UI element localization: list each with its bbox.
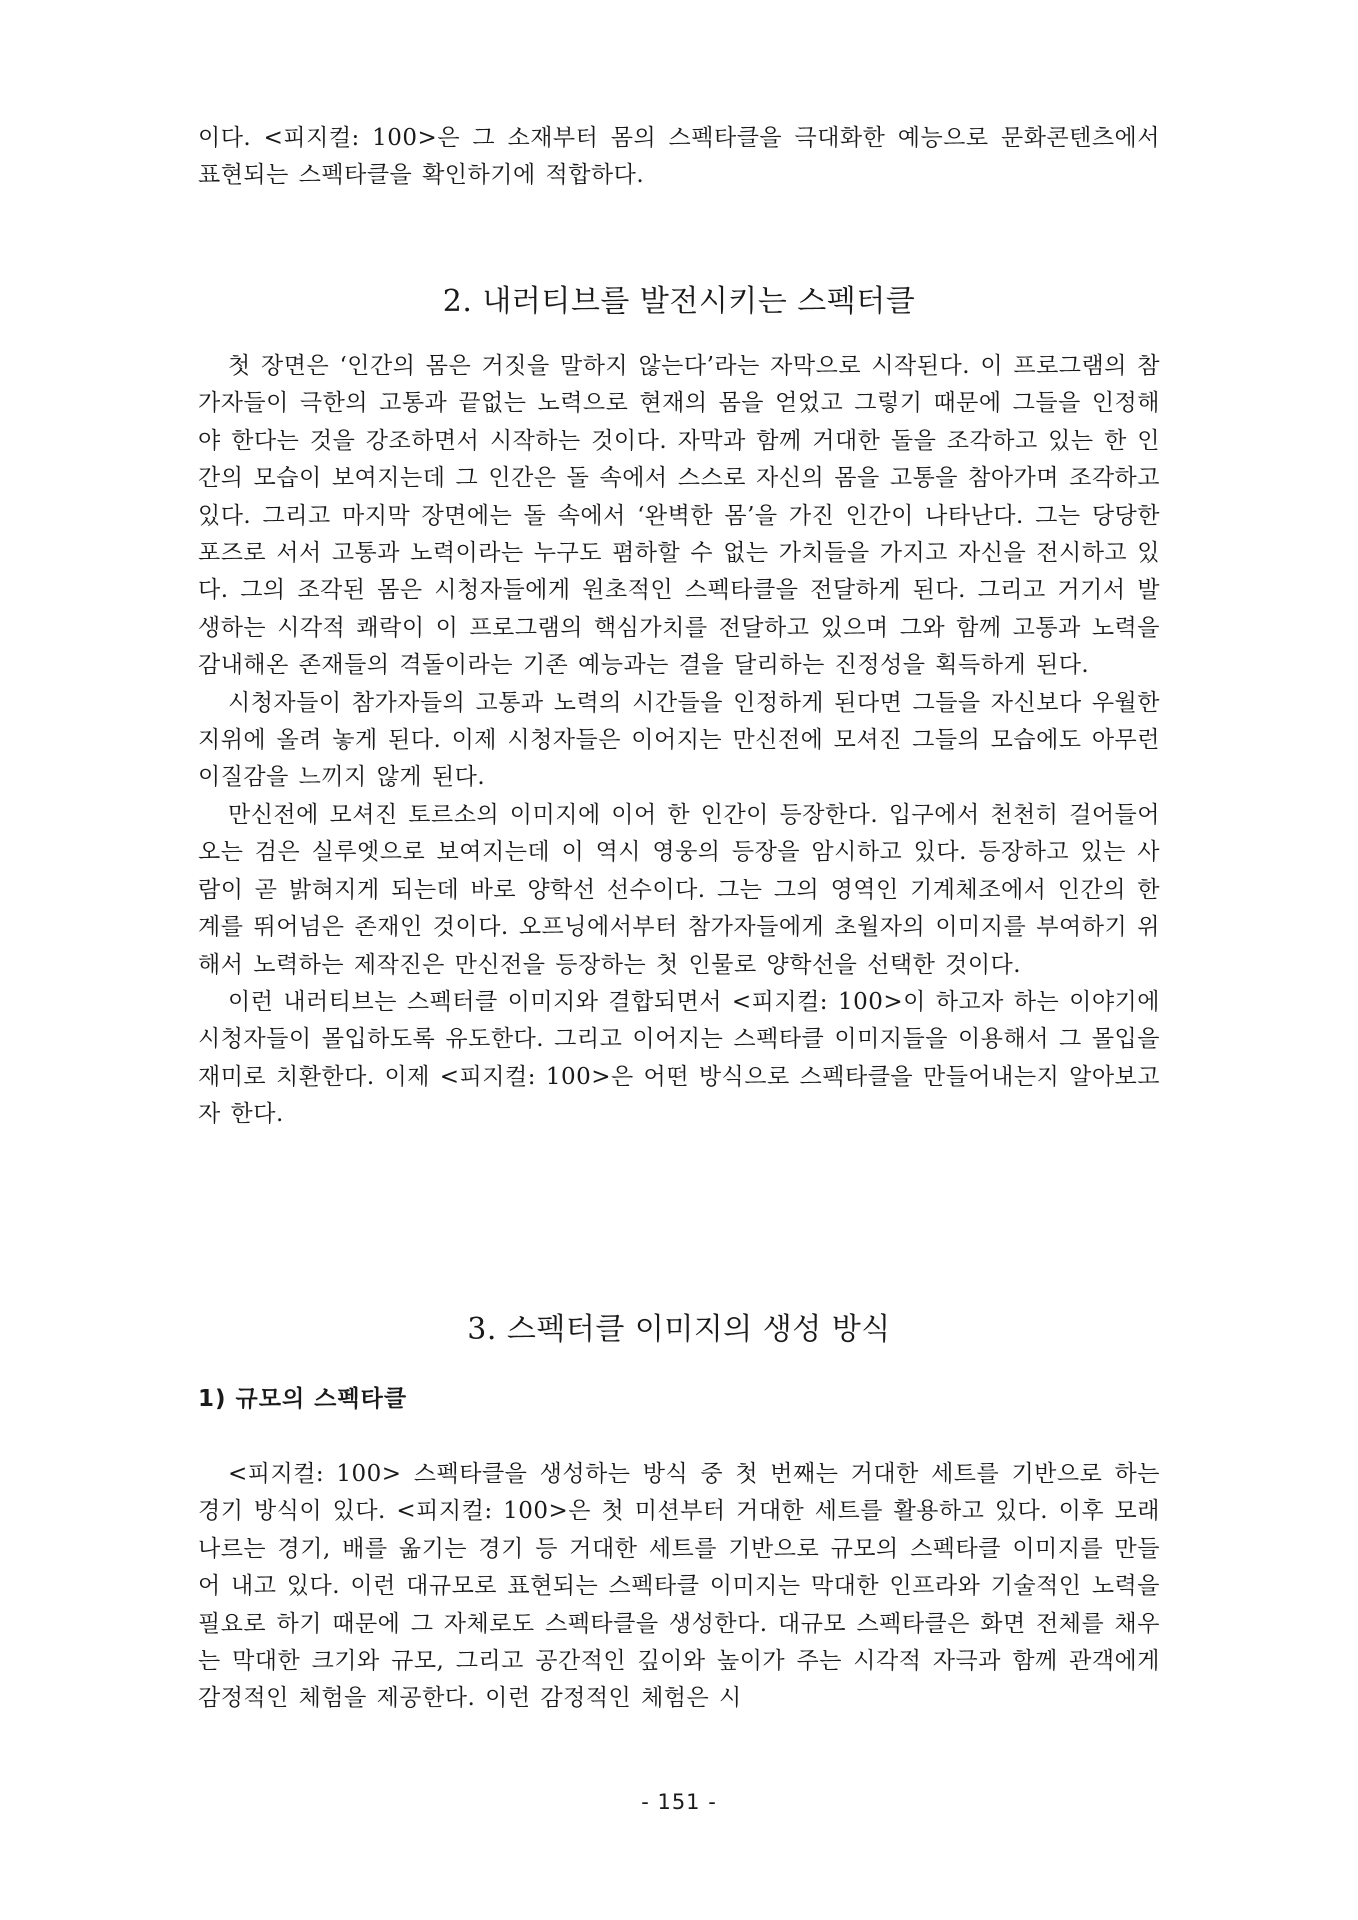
page-number: - 151 - [641, 1790, 717, 1814]
subsection-heading: 1) 규모의 스펙타클 [198, 1386, 408, 1412]
body-paragraph: 만신전에 모셔진 토르소의 이미지에 이어 한 인간이 등장한다. 입구에서 천천히 걸어들어오는 검은 실루엣으로 보여지는데 이 역시 영웅의 등장을 암시하고 있다. 등장하고 있는 사람이 곧 밝혀지게 되는데 바로 양학선 선수이다. 그는 그의 영역인 기계체조에서 인간의 한계를 뛰어넘은 존재인 것이다. 오프닝에서부터 참가자들에게 초월자의 이미지를 부여하기 위해서 노력하는 제작진은 만신전을 등장하는 첫 인물로 양학선을 선택한 것이다. [198, 801, 1160, 978]
body-paragraph: 첫 장면은 ‘인간의 몸은 거짓을 말하지 않는다’라는 자막으로 시작된다. 이 프로그램의 참가자들이 극한의 고통과 끝없는 노력으로 현재의 몸을 얻었고 그렇기 때문에 그들을 인정해야 한다는 것을 강조하면서 시작하는 것이다. 자막과 함께 거대한 돌을 조각하고 있는 한 인간의 모습이 보여지는데 그 인간은 돌 속에서 스스로 자신의 몸을 고통을 참아가며 조각하고 있다. 그리고 마지막 장면에는 돌 속에서 ‘완벽한 몸’을 가진 인간이 나타난다. 그는 당당한 포즈로 서서 고통과 노력이라는 누구도 폄하할 수 없는 가치들을 가지고 자신을 전시하고 있다. 그의 조각된 몸은 시청자들에게 원초적인 스펙타클을 전달하게 된다. 그리고 거기서 발생하는 시각적 쾌락이 이 프로그램의 핵심가치를 전달하고 있으며 그와 함께 고통과 노력을 감내해온 존재들의 격돌이라는 기존 예능과는 결을 달리하는 진정성을 획득하게 된다. [198, 353, 1160, 679]
body-paragraph: 이런 내러티브는 스펙터클 이미지와 결합되면서 <피지컬: 100>이 하고자 하는 이야기에 시청자들이 몰입하도록 유도한다. 그리고 이어지는 스펙타클 이미지들을 이용해서 그 몰입을 재미로 치환한다. 이제 <피지컬: 100>은 어떤 방식으로 스펙타클을 만들어내는지 알아보고자 한다. [198, 988, 1160, 1128]
section-2-body [198, 348, 1160, 1134]
intro-paragraph: 이다. <피지컬: 100>은 그 소재부터 몸의 스펙타클을 극대화한 예능으로 문화콘텐츠에서 표현되는 스펙타클을 확인하기에 적합하다. [198, 125, 1160, 189]
body-paragraph: 시청자들이 참가자들의 고통과 노력의 시간들을 인정하게 된다면 그들을 자신보다 우월한 지위에 올려 놓게 된다. 이제 시청자들은 이어지는 만신전에 모셔진 그들의 모습에도 아무런 이질감을 느끼지 않게 된다. [198, 689, 1160, 791]
section-3-heading: 3. 스펙터클 이미지의 생성 방식 [467, 1312, 891, 1347]
section-2-heading: 2. 내러티브를 발전시키는 스펙터클 [442, 284, 916, 319]
section-3-paragraph: <피지컬: 100> 스펙타클을 생성하는 방식 중 첫 번째는 거대한 세트를 기반으로 하는 경기 방식이 있다. <피지컬: 100>은 첫 미션부터 거대한 세트를 활용하고 있다. 이후 모래 나르는 경기, 배를 옮기는 경기 등 거대한 세트를 기반으로 규모의 스펙타클 이미지를 만들어 내고 있다. 이런 대규모로 표현되는 스펙타클 이미지는 막대한 인프라와 기술적인 노력을 필요로 하기 때문에 그 자체로도 스펙타클을 생성한다. 대규모 스펙타클은 화면 전체를 채우는 막대한 크기와 규모, 그리고 공간적인 깊이와 높이가 주는 시각적 자극과 함께 관객에게 감정적인 체험을 제공한다. 이런 감정적인 체험은 시 [198, 1461, 1160, 1712]
